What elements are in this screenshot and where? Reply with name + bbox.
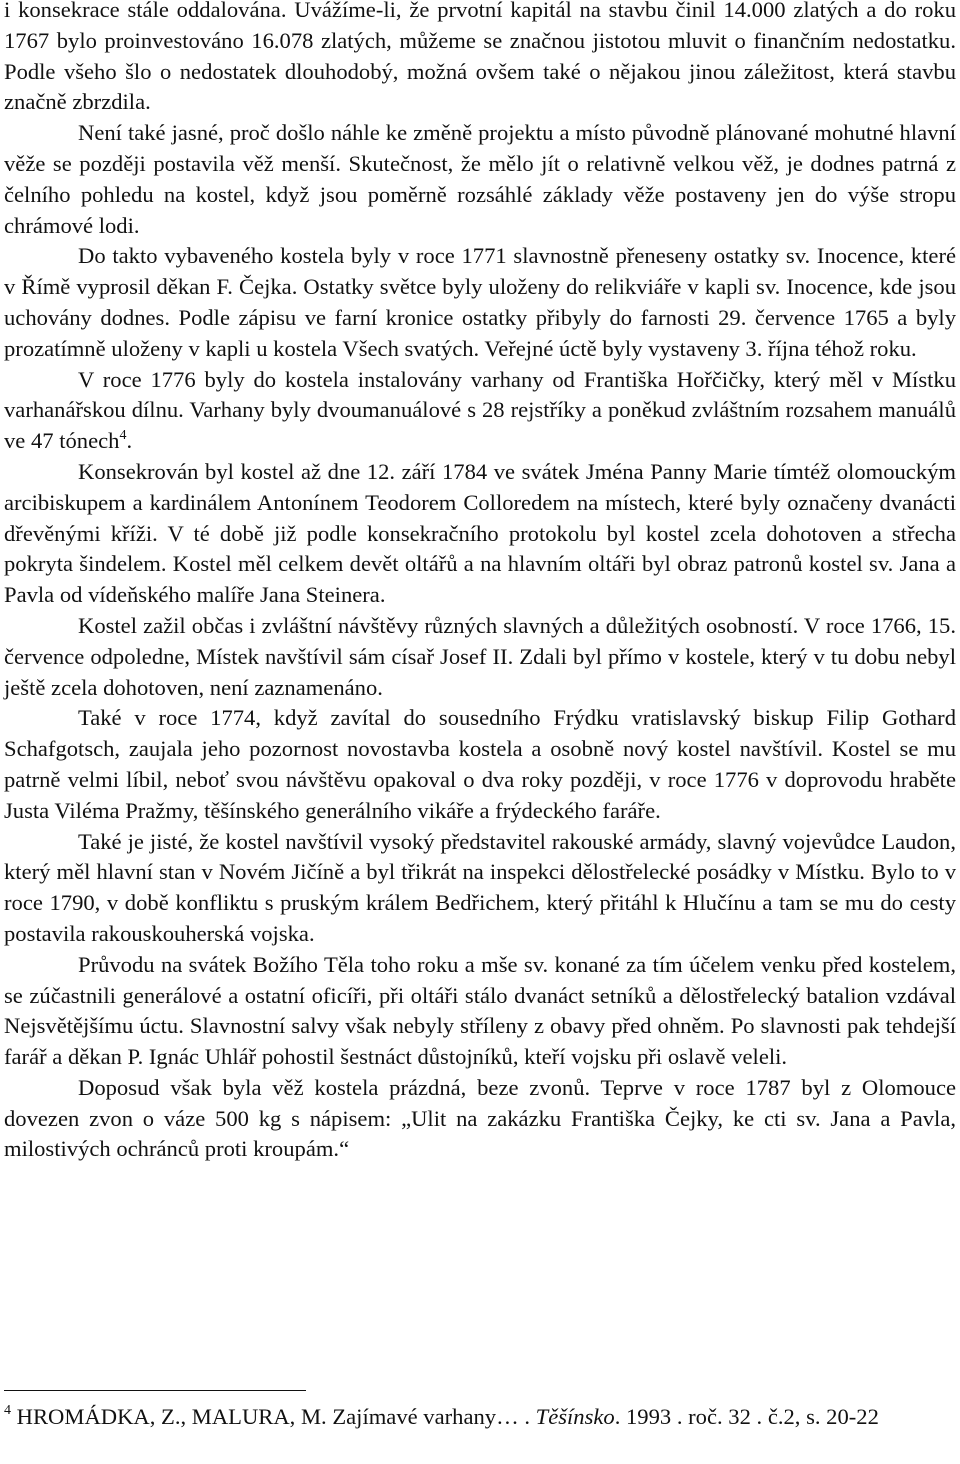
footnote-citation-end: . 1993 . roč. 32 . č.2, s. 20-22 bbox=[614, 1404, 879, 1429]
footnote-citation: HROMÁDKA, Z., MALURA, M. Zajímavé varhany… . bbox=[16, 1404, 536, 1429]
paragraph-8: Také je jisté, že kostel navštívil vysoký představitel rakouské armády, slavný vojevůdce Laudon, který měl hlavní stan v Novém Jičíně a byl třikrát na inspekci dělostřelecké posádky v Místku. Bylo to v roce 1790, v době konfliktu s pruským králem Bedřichem, který přitáhl k Hlučínu a tam se mu do cesty postavila rakouskouherská vojska. bbox=[4, 828, 956, 946]
document-page bbox=[4, 0, 956, 1165]
paragraph-10: Doposud však byla věž kostela prázdná, beze zvonů. Teprve v roce 1787 byl z Olomouce dovezen zvon o váze 500 kg s nápisem: „Ulit na zakázku Františka Čejky, ke cti sv. Jana a Pavla, milostivých ochránců proti kroupám.“ bbox=[4, 1074, 956, 1162]
footnote-reference[interactable]: 4 bbox=[119, 428, 127, 444]
paragraph-4-end: . bbox=[126, 428, 133, 454]
paragraph-4-text: V roce 1776 byly do kostela instalovány varhany od Františka Hořčičky, který měl v Místku varhanářskou dílnu. Varhany byly dvoumanuálové s 28 rejstříky a poněkud zvláštním rozsahem manuálů ve 47 tónech bbox=[4, 366, 956, 454]
paragraph-9: Průvodu na svátek Božího Těla toho roku a mše sv. konané za tím účelem venku před kostelem, se zúčastnili generálové a ostatní oficíři, při oltáři stálo dvanáct setníků a dělostřelecký batalion vzdával Nejsvětějšímu úctu. Slavnostní salvy však nebyly stříleny z obavy před ohněm. Po slavnosti pak tehdejší farář a děkan P. Ignác Uhlář pohostil šestnáct důstojníků, kteří vojsku při oslavě veleli. bbox=[4, 951, 956, 1070]
paragraph-4 bbox=[4, 365, 956, 457]
footnote-number: 4 bbox=[4, 1403, 11, 1418]
footnote-separator bbox=[4, 1390, 306, 1391]
paragraph-5: Konsekrován byl kostel až dne 12. září 1784 ve svátek Jména Panny Marie tímtéž olomouckým arcibiskupem a kardinálem Antonínem Teodorem Colloredem na místech, které byly označeny dvanácti dřevěnými kříži. V té době již podle konsekračního protokolu byl kostel zcela dohotoven a střecha pokryta šindelem. Kostel měl celkem devět oltářů a na hlavním oltáři byl obraz patronů kostel sv. Jana a Pavla od vídeňského malíře Jana Steinera. bbox=[4, 458, 956, 608]
paragraph-3: Do takto vybaveného kostela byly v roce 1771 slavnostně přeneseny ostatky sv. Inocence, které v Římě vyprosil děkan F. Čejka. Ostatky světce byly uloženy do relikviáře v kapli sv. Inocence, kde jsou uchovány dodnes. Podle zápisu ve farní kronice ostatky přibyly do farnosti 29. července 1765 a byly prozatímně uloženy v kapli u kostela Všech svatých. Veřejné úctě byly vystaveny 3. října téhož roku. bbox=[4, 243, 956, 361]
paragraph-2: Není také jasné, proč došlo náhle ke změně projektu a místo původně plánované mohutné hlavní věže se později postavila věž menší. Skutečnost, že mělo jít o relativně velkou věž, je dodnes patrná z čelního pohledu na kostel, když jsou poměrně rozsáhlé základy věže postaveny jen do výše stropu chrámové lodi. bbox=[4, 120, 956, 238]
footnote-journal-title: Těšínsko bbox=[535, 1404, 615, 1429]
paragraph-7: Také v roce 1774, když zavítal do sousedního Frýdku vratislavský biskup Filip Gothard Schafgotsch, zaujala jeho pozornost novostavba kostela a osobně nový kostel navštívil. Kostel se mu patrně velmi líbil, neboť svou návštěvu opakoval o dva roky později, v roce 1776 v doprovodu hraběte Justa Viléma Pražmy, těšínského generálního vikáře a frýdeckého faráře. bbox=[4, 705, 956, 823]
paragraph-6: Kostel zažil občas i zvláštní návštěvy různých slavných a důležitých osobností. V roce 1766, 15. července odpoledne, Místek navštívil sám císař Josef II. Zdali byl přímo v kostele, který v tu dobu nebyl ještě zcela dohotoven, není zaznamenáno. bbox=[4, 612, 956, 700]
footnote bbox=[4, 1401, 956, 1433]
paragraph-1: i konsekrace stále oddalována. Uvážíme-li, že prvotní kapitál na stavbu činil 14.000 zlatých a do roku 1767 bylo proinvestováno 16.078 zlatých, můžeme se značnou jistotou mluvit o finančním nedostatku. Podle všeho šlo o nedostatek dlouhodobý, možná ovšem také o nějakou jinou záležitost, která stavbu značně zbrzdila. bbox=[4, 0, 956, 115]
